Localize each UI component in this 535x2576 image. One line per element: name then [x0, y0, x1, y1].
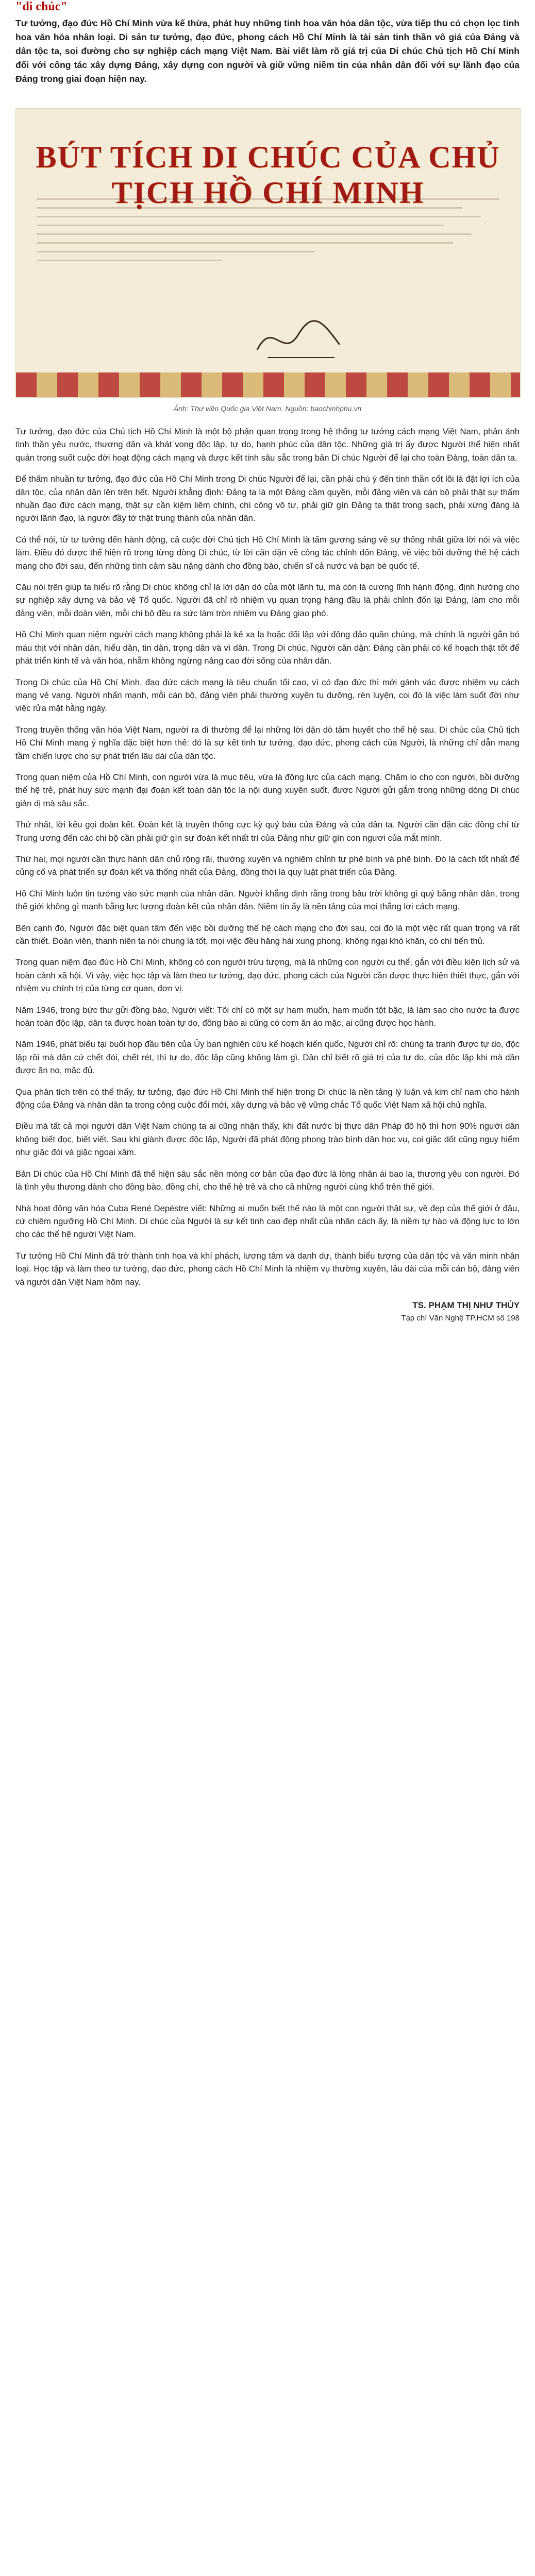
paragraph: Năm 1946, trong bức thư gửi đồng bào, Người viết: Tôi chỉ có một sự ham muốn, ham muốn tột bậc, là làm sao cho nước ta được hoàn toàn độc lập, dân ta được hoàn toàn tự do, đồng bào ai cũng có cơm ăn áo mặc, ai cũng được học hành.	[15, 1005, 520, 1028]
paragraph: Để thấm nhuần tư tưởng, đạo đức của Hồ Chí Minh trong Di chúc Người để lại, cần phải chú ý đến tinh thần cốt lõi là đặt lợi ích của dân tộc, của nhân dân lên trên hết. Người khẳng định: Đảng ta là một Đảng cầm quyền, mỗi đảng viên và cán bộ phải thật sự thấm nhuần đạo đức cách mạng, thật sự cần kiệm liêm chính, chí công vô tư, phải giữ gìn Đảng ta thật trong sạch, phải xứng đáng là người lãnh đạo, là người đầy tớ thật trung thành của nhân dân.	[15, 474, 520, 523]
paragraph: Tư tưởng, đạo đức của Chủ tịch Hồ Chí Minh là một bộ phận quan trọng trong hệ thống tư tưởng cách mạng Việt Nam, phản ánh tinh thần yêu nước, thương dân và khát vọng độc lập, tự do, hạnh phúc của dân tộc. Những giá trị ấy được Người thể hiện nhất quán trong suốt cuộc đời hoạt động cách mạng và được kết tinh sâu sắc trong bản Di chúc Người để lại cho toàn Đảng, toàn dân ta.	[15, 427, 520, 463]
top-bar	[0, 0, 535, 5]
author-signature	[15, 1299, 520, 1325]
hero-title: BÚT TÍCH DI CHÚC CỦA CHỦ TỊCH HỒ CHÍ MINH	[36, 140, 500, 210]
paragraph: Hồ Chí Minh quan niệm người cách mạng không phải là kẻ xa lạ hoặc đối lập với đông đảo quần chúng, mà chính là người gắn bó máu thịt với nhân dân, hiểu dân, tin dân, trọng dân và vì dân. Trong Di chúc, Người căn dặn: Đảng cần phải có kế hoạch thật tốt để phát triển kinh tế và văn hóa, nhằm không ngừng nâng cao đời sống của nhân dân.	[15, 630, 520, 666]
paragraph: Tư tưởng Hồ Chí Minh đã trở thành tinh hoa và khí phách, lương tâm và danh dự, thành biểu tượng của dân tộc và văn minh nhân loại. Học tập và làm theo tư tưởng, đạo đức, phong cách Hồ Chí Minh là nhiệm vụ thường xuyên, lâu dài của mỗi cán bộ, đảng viên và người dân Việt Nam hôm nay.	[15, 1250, 520, 1287]
paragraph: Trong truyền thống văn hóa Việt Nam, người ra đi thường để lại những lời dặn dò tâm huyết cho thế hệ sau. Di chúc của Chủ tịch Hồ Chí Minh mang ý nghĩa đặc biệt hơn thế: đó là sự kết tinh tư tưởng, đạo đức, phong cách của Người, là những chỉ dẫn mang tầm chiến lược cho sự phát triển lâu dài của dân tộc.	[15, 724, 520, 761]
paragraph: Trong Di chúc của Hồ Chí Minh, đạo đức cách mạng là tiêu chuẩn tối cao, vì có đạo đức thì mới gánh vác được nhiệm vụ cách mạng vẻ vang. Người nhấn mạnh, mỗi cán bộ, đảng viên phải thường xuyên tu dưỡng, rèn luyện, coi đó là việc làm suốt đời như việc rửa mặt hằng ngày.	[15, 677, 520, 714]
decorative-border	[16, 372, 520, 397]
paragraph: Qua phân tích trên có thể thấy, tư tưởng, đạo đức Hồ Chí Minh thể hiện trong Di chúc là nền tảng lý luận và kim chỉ nam cho hành động của Đảng và nhân dân ta trong công cuộc đổi mới, xây dựng và bảo vệ vững chắc Tổ quốc Việt Nam xã hội chủ nghĩa.	[15, 1087, 520, 1110]
paragraph: Có thể nói, từ tư tưởng đến hành động, cả cuộc đời Chủ tịch Hồ Chí Minh là tấm gương sáng về sự thống nhất giữa lời nói và việc làm. Điều đó được thể hiện rõ trong từng dòng Di chúc, từ lời căn dặn về công tác chỉnh đốn Đảng, về việc bồi dưỡng thế hệ cách mạng cho đời sau, đến những tình cảm sâu nặng dành cho đồng bào, chiến sĩ cả nước và bạn bè quốc tế.	[15, 534, 520, 571]
hero-image	[15, 108, 521, 398]
paragraph: Trong quan niệm đạo đức Hồ Chí Minh, không có con người trừu tượng, mà là những con người cụ thể, gắn với điều kiện lịch sử và hoàn cảnh xã hội. Vì vậy, việc học tập và làm theo tư tưởng, đạo đức, phong cách của Người cần được thực hiện thiết thực, gắn với nhiệm vụ chính trị của từng cơ quan, đơn vị.	[15, 957, 520, 994]
image-caption: Ảnh: Thư viện Quốc gia Việt Nam. Nguồn: baochinhphu.vn	[173, 404, 362, 413]
article-lead: Tư tưởng, đạo đức Hồ Chí Minh vừa kế thừa, phát huy những tinh hoa văn hóa dân tộc, vừa tiếp thu có chọn lọc tinh hoa văn hóa nhân loại. Di sản tư tưởng, đạo đức, phong cách Hồ Chí Minh là tài sản tinh thần vô giá của Đảng và dân tộc ta, soi đường cho sự nghiệp cách mạng Việt Nam. Bài viết làm rõ giá trị của Di chúc Chủ tịch Hồ Chí Minh đối với công tác xây dựng Đảng, xây dựng con người và giữ vững niềm tin của nhân dân đối với sự lãnh đạo của Đảng trong giai đoạn hiện nay.	[15, 18, 520, 84]
paragraph: Câu nói trên giúp ta hiểu rõ rằng Di chúc không chỉ là lời dặn dò của một lãnh tụ, mà còn là cương lĩnh hành động, định hướng cho sự nghiệp xây dựng và bảo vệ Tổ quốc. Người đã chỉ rõ nhiệm vụ quan trọng hàng đầu là phải chỉnh đốn lại Đảng, làm cho mỗi đảng viên, mỗi đoàn viên, mỗi chi bộ đều ra sức làm tròn nhiệm vụ Đảng giao phó.	[15, 582, 520, 618]
article-kicker: "di chúc"	[15, 0, 68, 13]
paragraph: Bản Di chúc của Hồ Chí Minh đã thể hiện sâu sắc nền móng cơ bản của đạo đức là lòng nhân ái bao la, thương yêu con người. Đó là tình yêu thương dành cho đồng bào, đồng chí, cho thế hệ trẻ và cho cả những người cùng khổ trên thế giới.	[15, 1168, 520, 1192]
paragraph: Điều mà tất cả mọi người dân Việt Nam chúng ta ai cũng nhận thấy, khi đất nước bị thực dân Pháp đô hộ thì hơn 90% người dân không biết đọc, biết viết. Sau khi giành được độc lập, Người đã phát động phong trào bình dân học vụ, coi giặc dốt cũng nguy hiểm như giặc đói và giặc ngoại xâm.	[15, 1121, 520, 1158]
signature-icon	[252, 309, 350, 365]
paragraph: Năm 1946, phát biểu tại buổi họp đầu tiên của Ủy ban nghiên cứu kế hoạch kiến quốc, Người chỉ rõ: chúng ta tranh được tự do, độc lập rồi mà dân cứ chết đói, chết rét, thì tự do, độc lập cũng không làm gì. Dân chỉ biết rõ giá trị của tự do, của độc lập khi mà dân được ăn no, mặc đủ.	[15, 1039, 520, 1076]
paragraph: Nhà hoạt động văn hóa Cuba René Depéstre viết: Những ai muốn biết thế nào là một con người thật sự, về đẹp của thế giới ở đâu, cứ chiêm ngưỡng Hồ Chí Minh. Di chúc của Người là sự kết tinh cao đẹp nhất của nhân cách ấy, là niềm tự hào và động lực to lớn cho các thế hệ người Việt Nam.	[15, 1203, 520, 1240]
article-body	[15, 425, 520, 1325]
author-name: TS. PHẠM THỊ NHƯ THỦY	[412, 1300, 520, 1310]
paragraph: Trong quan niệm của Hồ Chí Minh, con người vừa là mục tiêu, vừa là động lực của cách mạng. Chăm lo cho con người, bồi dưỡng thế hệ trẻ, phát huy sức mạnh đại đoàn kết toàn dân tộc là nội dung xuyên suốt, được Người gửi gắm trong những dòng Di chúc giản dị mà sâu sắc.	[15, 772, 520, 808]
paragraph: Hồ Chí Minh luôn tin tưởng vào sức mạnh của nhân dân. Người khẳng định rằng trong bầu trời không gì quý bằng nhân dân, trong thế giới không gì mạnh bằng lực lượng đoàn kết của nhân dân. Niềm tin ấy là nền tảng của mọi thắng lợi cách mạng.	[15, 888, 520, 912]
paragraph: Thứ hai, mọi người cần thực hành dân chủ rộng rãi, thường xuyên và nghiêm chỉnh tự phê bình và phê bình. Đó là cách tốt nhất để củng cố và phát triển sự đoàn kết và thống nhất của Đảng, đồng thời là quy luật phát triển của Đảng.	[15, 854, 520, 877]
paragraph: Bên cạnh đó, Người đặc biệt quan tâm đến việc bồi dưỡng thế hệ cách mạng cho đời sau, coi đó là một việc rất quan trọng và rất cần thiết. Đoàn viên, thanh niên ta nói chung là tốt, mọi việc đều hăng hái xung phong, không ngại khó khăn, có chí tiến thủ.	[15, 923, 520, 946]
author-affiliation: Tạp chí Văn Nghệ TP.HCM số 198	[401, 1314, 520, 1323]
paragraph: Thứ nhất, lời kêu gọi đoàn kết. Đoàn kết là truyền thống cực kỳ quý báu của Đảng và của dân ta. Người căn dặn các đồng chí từ Trung ương đến các chi bộ cần phải giữ gìn sự đoàn kết nhất trí của Đảng như giữ gìn con ngươi của mắt mình.	[15, 820, 520, 843]
